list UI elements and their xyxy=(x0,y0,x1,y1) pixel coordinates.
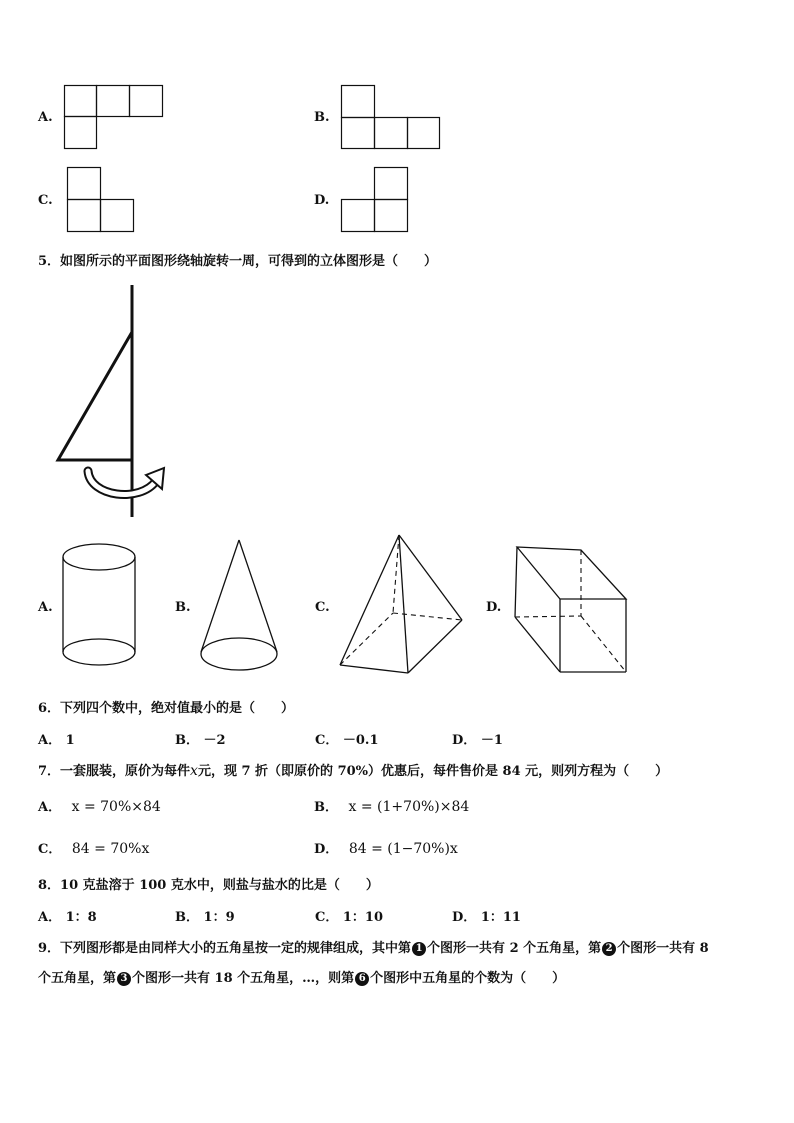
q6-option-c xyxy=(315,729,379,748)
option-letter: B． xyxy=(314,800,338,815)
q5-option-b-label: B. xyxy=(175,600,191,615)
q9-stem-line1 xyxy=(38,937,709,956)
option-letter: B． xyxy=(175,910,199,925)
option-formula: 84 = (1−70%)x xyxy=(348,841,458,857)
option-letter: A． xyxy=(38,910,62,925)
option-letter: D． xyxy=(314,842,339,857)
option-value: 1：11 xyxy=(480,910,521,925)
q6-stem: 6．下列四个数中，绝对值最小的是（ ） xyxy=(38,701,295,716)
q9-text: 个图形一共有 2 个五角星，第 xyxy=(427,941,602,956)
q4-option-d-label: D. xyxy=(314,193,330,208)
q6-option-b xyxy=(175,729,226,748)
q5-option-d-label: D. xyxy=(486,600,502,615)
q4-option-b-figure xyxy=(341,85,441,150)
q9-text: 9．下列图形都是由同样大小的五角星按一定的规律组成，其中第 xyxy=(38,941,412,956)
q7-stem-post: 元，现 7 折（即原价的 70%）优惠后，每件售价是 84 元，则列方程为（ ） xyxy=(197,764,669,779)
q9-text: 个五角星，第 xyxy=(38,971,117,986)
q7-option-c xyxy=(38,838,149,857)
circled-number: 2 xyxy=(602,942,616,956)
q7-stem xyxy=(38,760,668,779)
q9-text: 个图形一共有 18 个五角星，…，则第 xyxy=(132,971,355,986)
option-value: －2 xyxy=(203,733,226,748)
q8-option-d xyxy=(452,906,521,925)
q8-option-a xyxy=(38,906,97,925)
q8-stem: 8．10 克盐溶于 100 克水中，则盐与盐水的比是（ ） xyxy=(38,878,379,893)
q4-option-a-figure xyxy=(64,85,164,150)
q4-option-c-label: C. xyxy=(38,193,53,208)
q7-stem-pre: 7．一套服装，原价为每件 xyxy=(38,764,191,779)
q7-option-d xyxy=(314,838,458,857)
option-formula: x = (1+70%)×84 xyxy=(348,799,470,815)
option-letter: A． xyxy=(38,800,62,815)
option-letter: D． xyxy=(452,733,477,748)
q9-text: 个图形一共有 8 xyxy=(617,941,709,956)
option-value: 1：9 xyxy=(203,910,235,925)
q5-cone-figure xyxy=(199,538,283,673)
option-value: －0.1 xyxy=(342,733,379,748)
q5-stem: 5．如图所示的平面图形绕轴旋转一周，可得到的立体图形是（ ） xyxy=(38,254,438,269)
q7-stem-variable: x xyxy=(190,763,198,779)
q5-cylinder-figure xyxy=(61,543,141,671)
option-formula: 84 = 70%x xyxy=(71,841,150,857)
q4-option-b-label: B. xyxy=(314,110,330,125)
q9-stem-line2 xyxy=(38,967,565,986)
q6-option-d xyxy=(452,729,503,748)
q8-option-c xyxy=(315,906,383,925)
q9-text: 个图形中五角星的个数为（ ） xyxy=(370,971,566,986)
circled-number: 6 xyxy=(355,972,369,986)
q5-option-c-label: C. xyxy=(315,600,330,615)
q6-option-a xyxy=(38,729,75,748)
option-value: 1 xyxy=(65,733,75,748)
q5-pyramid-figure xyxy=(338,533,466,673)
circled-number: 3 xyxy=(117,972,131,986)
q7-option-a xyxy=(38,796,161,815)
option-letter: C． xyxy=(315,733,339,748)
q8-option-b xyxy=(175,906,235,925)
circled-number: 1 xyxy=(412,942,426,956)
option-letter: C． xyxy=(38,842,62,857)
option-letter: A． xyxy=(38,733,62,748)
q5-option-a-label: A. xyxy=(38,600,53,615)
option-value: －1 xyxy=(480,733,503,748)
option-value: 1：8 xyxy=(65,910,97,925)
q5-rotation-figure xyxy=(50,285,170,520)
q4-option-a-label: A. xyxy=(38,110,53,125)
option-letter: C． xyxy=(315,910,339,925)
option-value: 1：10 xyxy=(342,910,384,925)
q4-option-c-figure xyxy=(67,167,137,233)
option-formula: x = 70%×84 xyxy=(71,799,161,815)
q4-option-d-figure xyxy=(341,167,411,233)
q5-prism-figure xyxy=(513,545,631,675)
option-letter: D． xyxy=(452,910,477,925)
q7-option-b xyxy=(314,796,469,815)
option-letter: B． xyxy=(175,733,199,748)
